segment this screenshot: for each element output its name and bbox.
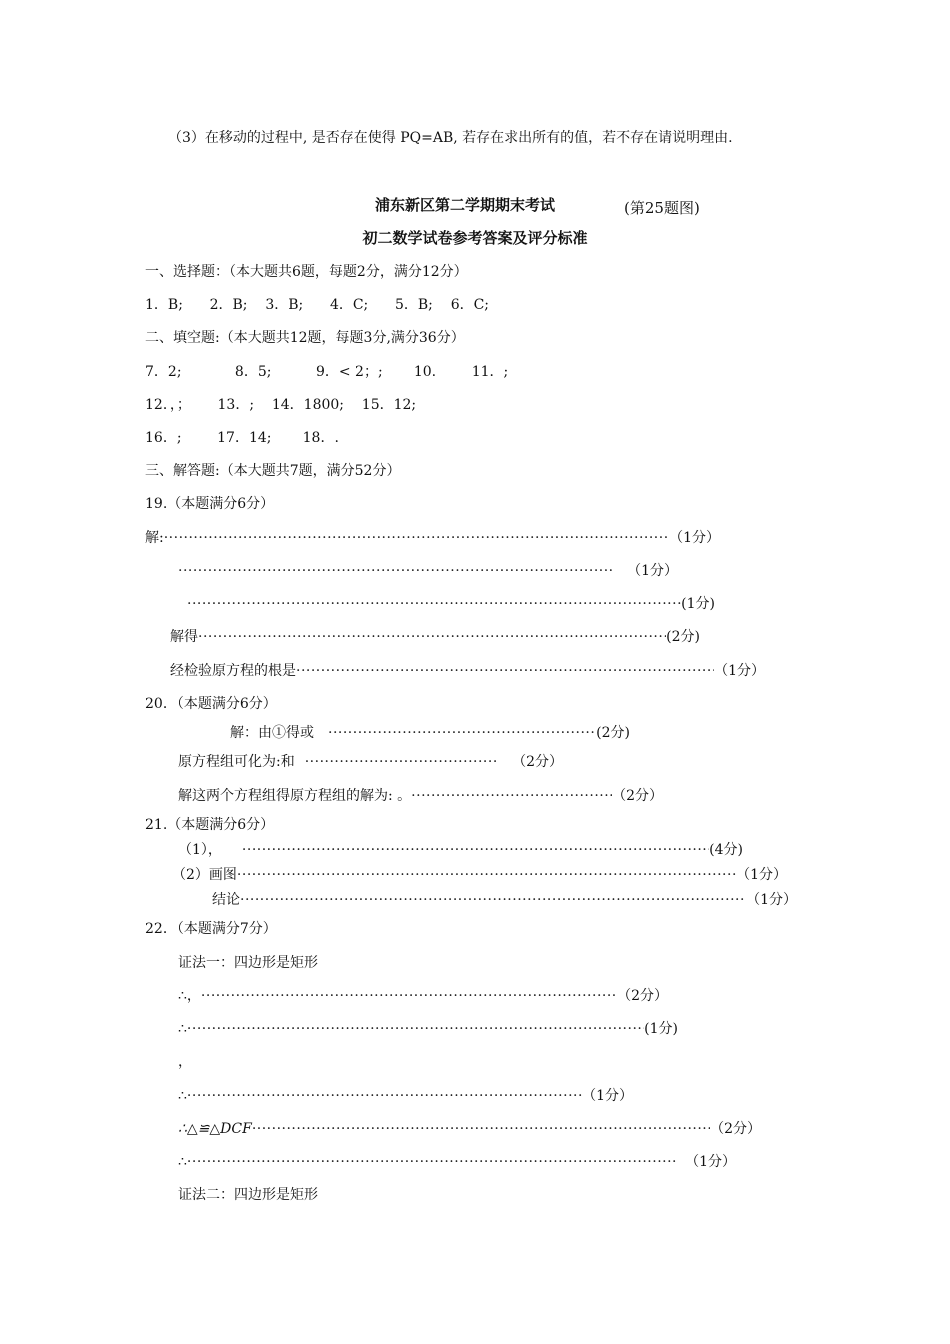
leader-dots: [187, 1019, 644, 1039]
step-label: 结论: [212, 892, 240, 908]
score: （1分）: [582, 1088, 633, 1104]
exam-title: 浦东新区第二学期期末考试: [375, 196, 556, 214]
section-1-heading: 一、选择题：（本大题共6题，每题2分，满分12分）: [145, 264, 468, 280]
q20-heading: 20．（本题满分6分）: [145, 696, 277, 712]
q22-step-2: [178, 1019, 678, 1039]
score: （1分）: [627, 563, 678, 579]
leader-dots: [240, 890, 746, 910]
q22-step-3: [178, 1086, 633, 1106]
choice-answers: 1．B; 2．B; 3．B; 4．C; 5．B; 6．C;: [145, 297, 490, 313]
question-3-text: （3）在移动的过程中, 是否存在使得 PQ=AB, 若存在求出所有的值，若不存在请说明理由.: [168, 130, 733, 146]
q22-step-4: [178, 1119, 761, 1139]
step-label: （1），: [178, 842, 222, 858]
figure-label: (第25题图): [624, 199, 700, 217]
score: （2分）: [512, 754, 563, 770]
leader-dots: [305, 752, 498, 772]
leader-dots: [178, 561, 613, 581]
score: （1分）: [736, 867, 787, 883]
leader-dots: [411, 786, 612, 806]
q21-step-2: [172, 865, 787, 885]
leader-dots: [237, 865, 736, 885]
score: (4分): [709, 842, 743, 858]
score: （1分）: [746, 892, 797, 908]
leader-dots: [164, 528, 669, 548]
leader-dots: [296, 661, 714, 681]
q20-step-2: [178, 752, 563, 772]
q22-heading: 22．（本题满分7分）: [145, 921, 277, 937]
score: (1分): [681, 596, 715, 612]
answer-key-title: 初二数学试卷参考答案及评分标准: [362, 229, 588, 247]
q19-jie-label: 解:: [145, 530, 164, 546]
q22-step-1: [178, 986, 668, 1006]
q22-step-5: [178, 1152, 736, 1172]
q21-step-3: [212, 890, 797, 910]
score: （2分）: [710, 1121, 761, 1137]
step-label: 经检验原方程的根是: [170, 663, 296, 679]
score: （2分）: [617, 988, 668, 1004]
step-label: ∴，: [178, 988, 201, 1004]
score: (1分): [644, 1021, 678, 1037]
q19-step-3: [187, 594, 715, 614]
q19-step-1: [145, 528, 720, 548]
section-2-heading: 二、填空题:（本大题共12题，每题3分,满分36分）: [145, 330, 465, 346]
leader-dots: [242, 840, 709, 860]
q19-step-2: [178, 561, 678, 581]
score: (2分): [596, 725, 630, 741]
leader-dots: [201, 986, 617, 1006]
score: （1分）: [714, 663, 765, 679]
step-label: ∴: [178, 1088, 187, 1104]
q22-method-1: 证法一：四边形是矩形: [178, 955, 318, 971]
fill-answers-row-1: 7．2; 8．5; 9．< 2；; 10. 11．;: [145, 364, 509, 380]
q20-step-1: [230, 723, 630, 743]
q21-step-1: [178, 840, 743, 860]
step-label: ∴: [178, 1154, 187, 1170]
fill-answers-row-3: 16．; 17．14; 18．.: [145, 430, 339, 446]
q20-step-3: [178, 786, 663, 806]
q22-method-2: 证法二：四边形是矩形: [178, 1187, 318, 1203]
q22-comma-line: ，: [178, 1054, 192, 1070]
q19-step-5: [170, 661, 765, 681]
leader-dots: [187, 1152, 677, 1172]
score: （1分）: [669, 530, 720, 546]
step-label: ∴: [178, 1021, 187, 1037]
leader-dots: [187, 1086, 582, 1106]
score: （1分）: [685, 1154, 736, 1170]
section-3-heading: 三、解答题:（本大题共7题，满分52分）: [145, 463, 401, 479]
step-label: 解：由①得或: [230, 725, 314, 741]
leader-dots: [328, 723, 596, 743]
q21-heading: 21.（本题满分6分）: [145, 817, 275, 833]
step-label: 解这两个方程组得原方程组的解为: 。: [178, 788, 412, 804]
step-label: ∴△≌△DCF: [178, 1121, 252, 1137]
leader-dots: [198, 627, 666, 647]
score: (2分): [666, 629, 700, 645]
step-label: （2）画图: [172, 867, 237, 883]
fill-answers-row-2: 12．，； 13．; 14．1800; 15．12;: [145, 397, 417, 413]
step-label: 原方程组可化为:和: [178, 754, 295, 770]
q19-heading: 19.（本题满分6分）: [145, 496, 275, 512]
score: （2分）: [612, 788, 663, 804]
q19-step-4: [170, 627, 700, 647]
leader-dots: [187, 594, 681, 614]
leader-dots: [252, 1119, 710, 1139]
step-label: 解得: [170, 629, 198, 645]
